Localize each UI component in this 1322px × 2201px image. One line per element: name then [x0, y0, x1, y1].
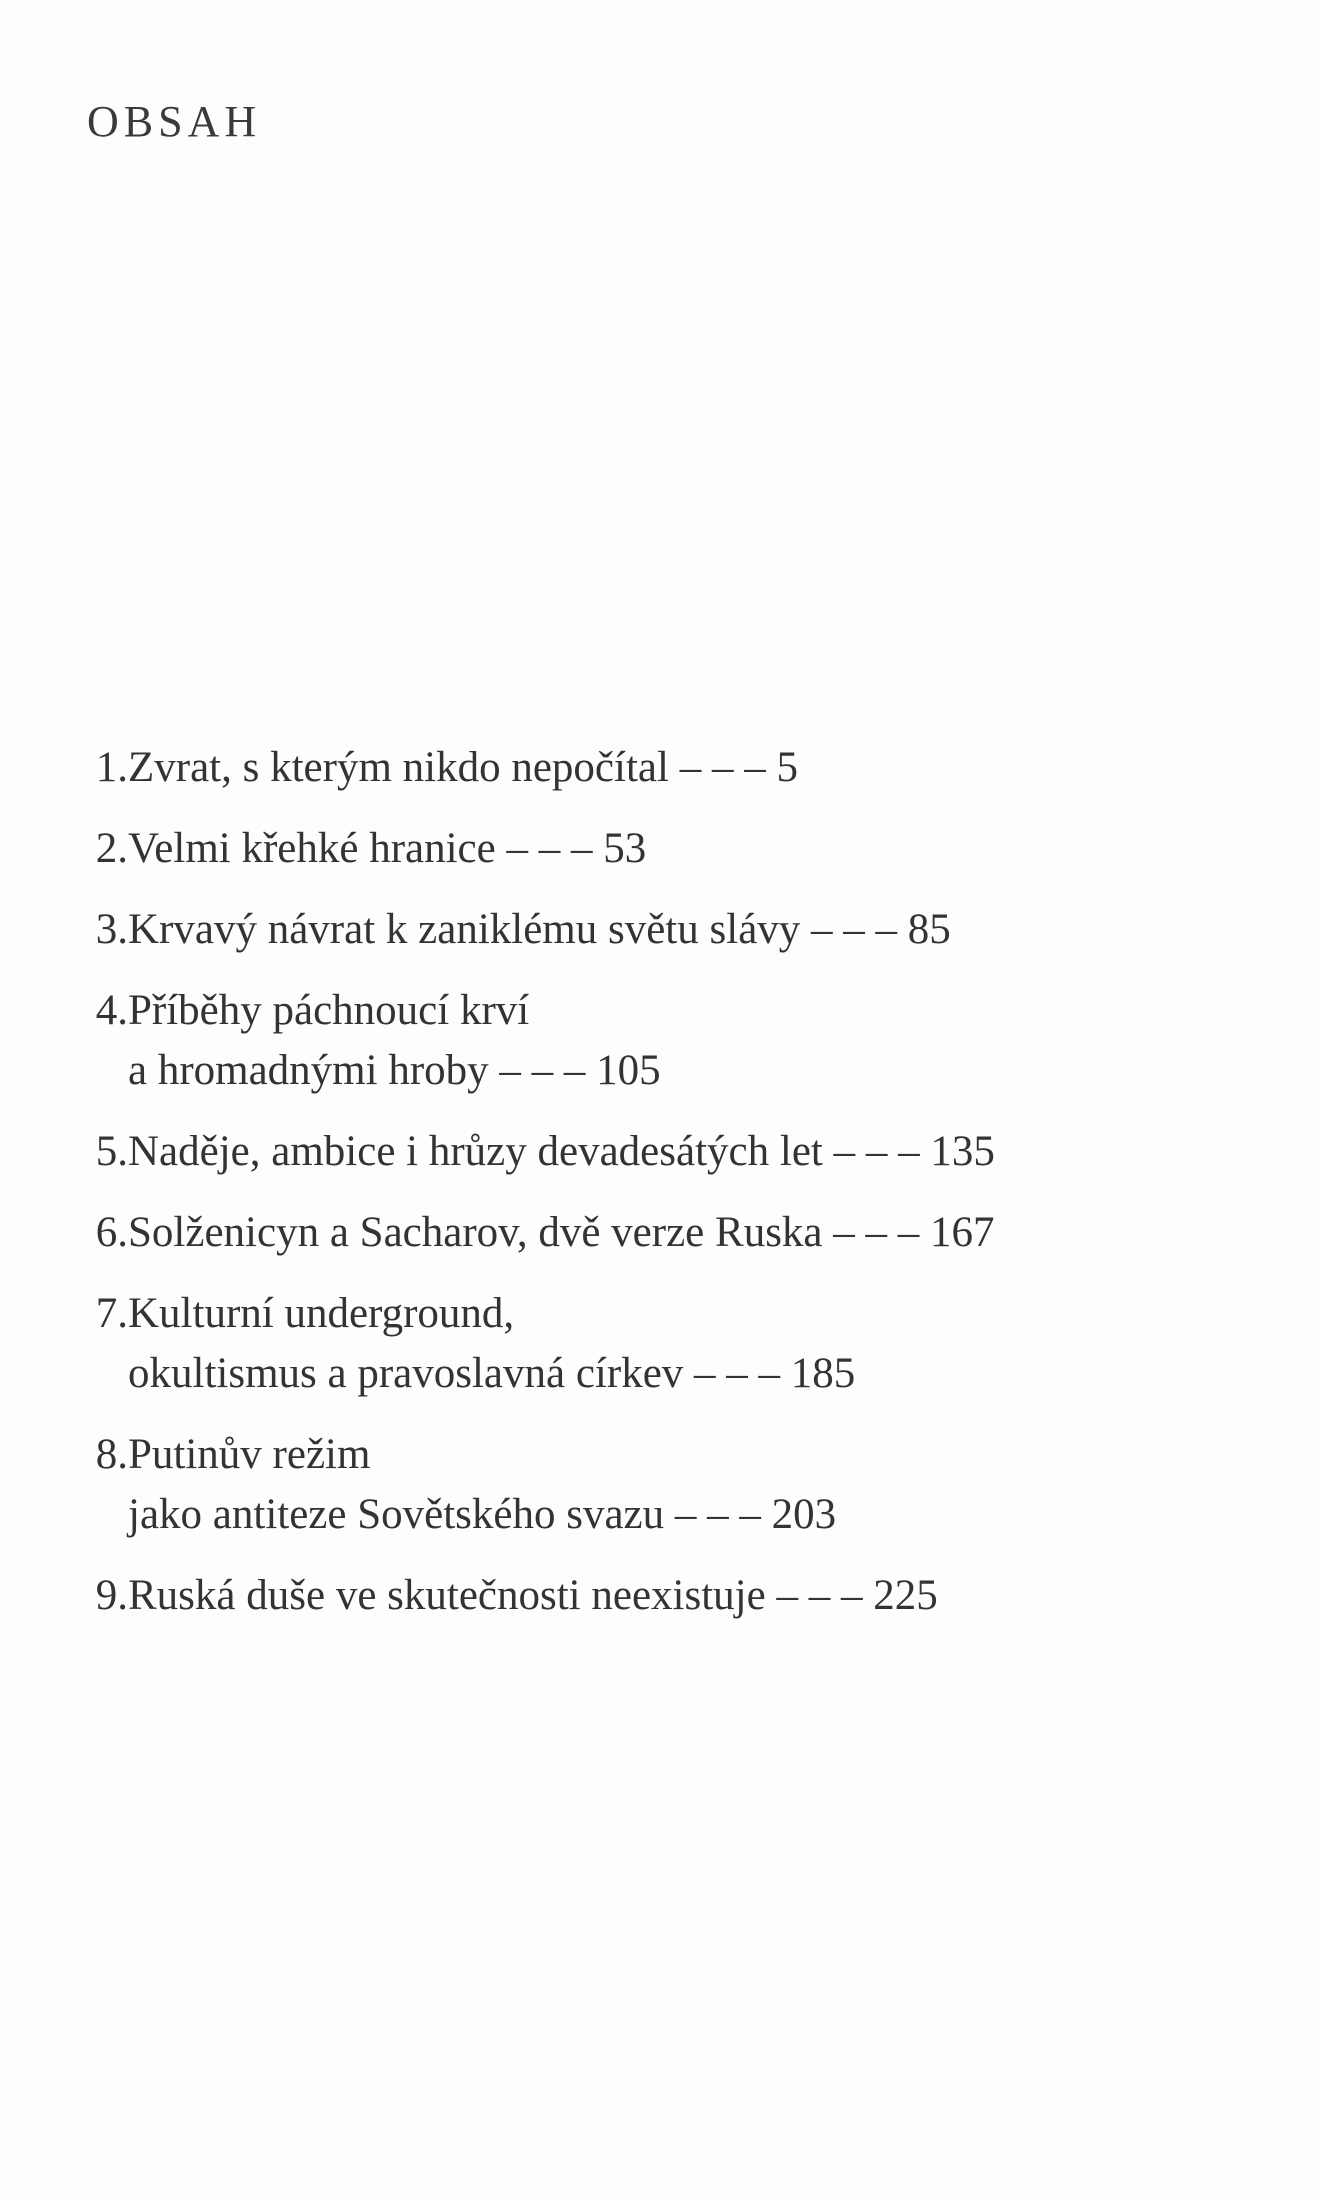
- leader-dashes: – – –: [683, 1350, 791, 1397]
- chapter-title-line: [128, 1041, 1260, 1101]
- chapter-title-line: [128, 1344, 1260, 1404]
- chapter-title: Velmi křehké hranice: [128, 825, 496, 872]
- leader-dashes: – – –: [800, 906, 908, 953]
- chapter-text: [128, 981, 1260, 1101]
- leader-dashes: – – –: [668, 744, 777, 791]
- page-number: 225: [873, 1572, 938, 1619]
- leader-dashes: – – –: [822, 1209, 931, 1256]
- chapter-title: okultismus a pravoslavná církev: [128, 1350, 684, 1397]
- chapter-text: [128, 1566, 1260, 1626]
- toc-entry: [80, 1122, 1260, 1182]
- chapter-title-line: [128, 900, 1260, 960]
- chapter-title: jako antiteze Sovětského svazu: [128, 1491, 665, 1538]
- chapter-title: Solženicyn a Sacharov, dvě verze Ruska: [128, 1209, 823, 1256]
- chapter-text: [128, 1203, 1260, 1263]
- leader-dashes: – – –: [822, 1128, 931, 1175]
- chapter-number: 3.: [95, 906, 128, 953]
- chapter-title-line: [128, 1566, 1260, 1626]
- toc-entry: [80, 738, 1260, 798]
- page-title: OBSAH: [87, 97, 262, 146]
- chapter-title: Krvavý návrat k zaniklému světu slávy: [128, 906, 801, 953]
- page-number: 167: [930, 1209, 995, 1256]
- chapter-title: Zvrat, s kterým nikdo nepočítal: [128, 744, 669, 791]
- toc-entry: [80, 1284, 1260, 1404]
- chapter-title-line: [128, 1122, 1260, 1182]
- chapter-text: [128, 1284, 1260, 1404]
- chapter-text: [128, 738, 1260, 798]
- chapter-text: [128, 1425, 1260, 1545]
- chapter-title-line: Příběhy páchnoucí krví: [128, 987, 530, 1034]
- toc-entry: [80, 900, 1260, 960]
- table-of-contents: [80, 738, 1260, 1647]
- chapter-number: 8.: [95, 1431, 128, 1478]
- leader-dashes: – – –: [495, 825, 604, 872]
- chapter-title-line: Putinův režim: [128, 1431, 371, 1478]
- toc-entry: [80, 1425, 1260, 1545]
- page-number: 135: [930, 1128, 995, 1175]
- chapter-number: 1.: [95, 744, 128, 791]
- toc-entry: [80, 1203, 1260, 1263]
- chapter-number: 4.: [95, 987, 128, 1034]
- page-number: 105: [596, 1047, 661, 1094]
- chapter-number: 7.: [95, 1290, 128, 1337]
- leader-dashes: – – –: [765, 1572, 874, 1619]
- page-number: 53: [603, 825, 647, 872]
- chapter-number: 9.: [95, 1572, 128, 1619]
- toc-entry: [80, 819, 1260, 879]
- page-number: 185: [790, 1350, 856, 1397]
- toc-entry: [80, 981, 1260, 1101]
- chapter-text: [128, 819, 1260, 879]
- chapter-title-line: [128, 738, 1260, 798]
- chapter-number: 6.: [95, 1209, 128, 1256]
- chapter-number: 2.: [95, 825, 128, 872]
- chapter-title-line: Kulturní underground,: [128, 1290, 515, 1337]
- chapter-title-line: [128, 1203, 1260, 1263]
- chapter-title-line: [128, 819, 1260, 879]
- chapter-title: Ruská duše ve skutečnosti neexistuje: [128, 1572, 766, 1619]
- leader-dashes: – – –: [664, 1491, 772, 1538]
- page-number: 85: [907, 906, 951, 953]
- page-number: 5: [776, 744, 798, 791]
- chapter-title-line: [128, 1485, 1260, 1545]
- chapter-text: [128, 900, 1260, 960]
- chapter-number: 5.: [95, 1128, 128, 1175]
- leader-dashes: – – –: [488, 1047, 597, 1094]
- chapter-text: [128, 1122, 1260, 1182]
- page-number: 203: [771, 1491, 837, 1538]
- chapter-title: Naděje, ambice i hrůzy devadesátých let: [128, 1128, 823, 1175]
- toc-entry: [80, 1566, 1260, 1626]
- chapter-title: a hromadnými hroby: [128, 1047, 489, 1094]
